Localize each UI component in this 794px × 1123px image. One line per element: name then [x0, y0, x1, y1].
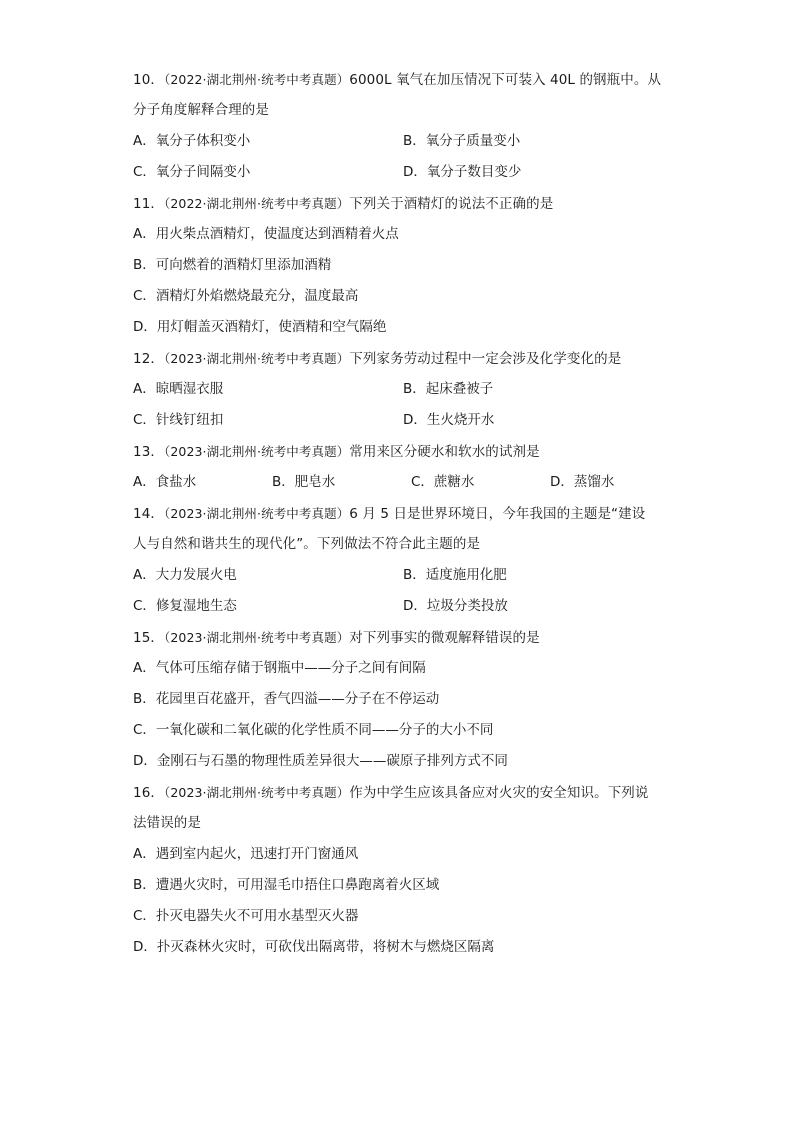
option-d: D．氧分子数目变少	[403, 164, 522, 180]
question-number: 12．	[133, 351, 164, 367]
question-16	[133, 777, 673, 963]
question-text-continued: 法错误的是	[133, 815, 201, 831]
option-a: A．用火柴点酒精灯，使温度达到酒精着火点	[133, 226, 399, 242]
question-text: 下列关于酒精灯的说法不正确的是	[349, 196, 554, 212]
option-c: C．氧分子间隔变小	[133, 164, 251, 180]
question-stem	[133, 436, 673, 467]
question-13	[133, 436, 673, 498]
question-15	[133, 622, 673, 777]
question-source: （2023·湖北荆州·统考中考真题）	[163, 351, 350, 366]
question-number: 11．	[133, 196, 164, 212]
option-b: B．氧分子质量变小	[403, 133, 521, 149]
option-d: D．蒸馏水	[550, 474, 615, 490]
options-row	[133, 126, 673, 157]
question-number: 13．	[133, 444, 164, 460]
question-source: （2023·湖北荆州·统考中考真题）	[163, 444, 350, 459]
option-a: A．遇到室内起火，迅速打开门窗通风	[133, 846, 359, 862]
question-stem	[133, 622, 673, 653]
option-a: A．晾晒湿衣服	[133, 381, 224, 397]
question-stem	[133, 64, 673, 95]
option-d: D．金刚石与石墨的物理性质差异很大——碳原子排列方式不同	[133, 753, 508, 769]
option-c: C．修复湿地生态	[133, 598, 237, 614]
option-a: A．大力发展火电	[133, 567, 237, 583]
option-b: B．可向燃着的酒精灯里添加酒精	[133, 257, 332, 273]
options-row	[133, 591, 673, 622]
question-number: 16．	[133, 785, 164, 801]
question-source: （2023·湖北荆州·统考中考真题）	[163, 630, 350, 645]
option-b: B．花园里百花盛开，香气四溢——分子在不停运动	[133, 691, 440, 707]
options-row	[133, 560, 673, 591]
question-number: 10．	[133, 72, 164, 88]
option-a: A．食盐水	[133, 474, 197, 490]
question-stem	[133, 343, 673, 374]
question-source: （2023·湖北荆州·统考中考真题）	[163, 785, 350, 800]
option-c: C．酒精灯外焰燃烧最充分，温度最高	[133, 288, 359, 304]
option-c: C．蔗糖水	[411, 474, 475, 490]
question-text: 作为中学生应该具备应对火灾的安全知识。下列说	[349, 785, 649, 801]
option-b: B．肥皂水	[272, 474, 336, 490]
option-d: D．垃圾分类投放	[403, 598, 508, 614]
options-row	[133, 467, 673, 498]
options-row	[133, 157, 673, 188]
option-b: B．起床叠被子	[403, 381, 494, 397]
question-text: 6000L 氧气在加压情况下可装入 40L 的钢瓶中。从	[349, 72, 662, 88]
question-number: 15．	[133, 630, 164, 646]
question-10	[133, 64, 673, 188]
option-d: D．生火烧开水	[403, 412, 495, 428]
question-number: 14．	[133, 506, 164, 522]
option-b: B．遭遇火灾时，可用湿毛巾捂住口鼻跑离着火区域	[133, 877, 440, 893]
question-text: 6 月 5 日是世界环境日，今年我国的主题是“建设	[349, 506, 646, 522]
option-d: D．用灯帽盖灭酒精灯，使酒精和空气隔绝	[133, 319, 387, 335]
option-a: A．氧分子体积变小	[133, 133, 251, 149]
question-stem	[133, 498, 673, 529]
question-source: （2023·湖北荆州·统考中考真题）	[163, 506, 350, 521]
question-text-continued: 人与自然和谐共生的现代化”。下列做法不符合此主题的是	[133, 536, 481, 552]
option-d: D．扑灭森林火灾时，可砍伐出隔离带，将树木与燃烧区隔离	[133, 939, 495, 955]
question-text: 下列家务劳动过程中一定会涉及化学变化的是	[349, 351, 622, 367]
question-text: 对下列事实的微观解释错误的是	[349, 630, 540, 646]
question-text-continued: 分子角度解释合理的是	[133, 102, 269, 118]
options-row	[133, 374, 673, 405]
option-c: C．一氧化碳和二氧化碳的化学性质不同——分子的大小不同	[133, 722, 494, 738]
option-c: C．针线钉纽扣	[133, 412, 224, 428]
question-list	[133, 64, 673, 963]
question-source: （2022·湖北荆州·统考中考真题）	[163, 72, 350, 87]
question-stem	[133, 188, 673, 219]
question-text: 常用来区分硬水和软水的试剂是	[349, 444, 540, 460]
options-row	[133, 405, 673, 436]
option-a: A．气体可压缩存储于钢瓶中——分子之间有间隔	[133, 660, 426, 676]
question-12	[133, 343, 673, 436]
option-c: C．扑灭电器失火不可用水基型灭火器	[133, 908, 359, 924]
question-11	[133, 188, 673, 343]
question-stem	[133, 777, 673, 808]
option-b: B．适度施用化肥	[403, 567, 507, 583]
question-source: （2022·湖北荆州·统考中考真题）	[163, 196, 350, 211]
question-14	[133, 498, 673, 622]
